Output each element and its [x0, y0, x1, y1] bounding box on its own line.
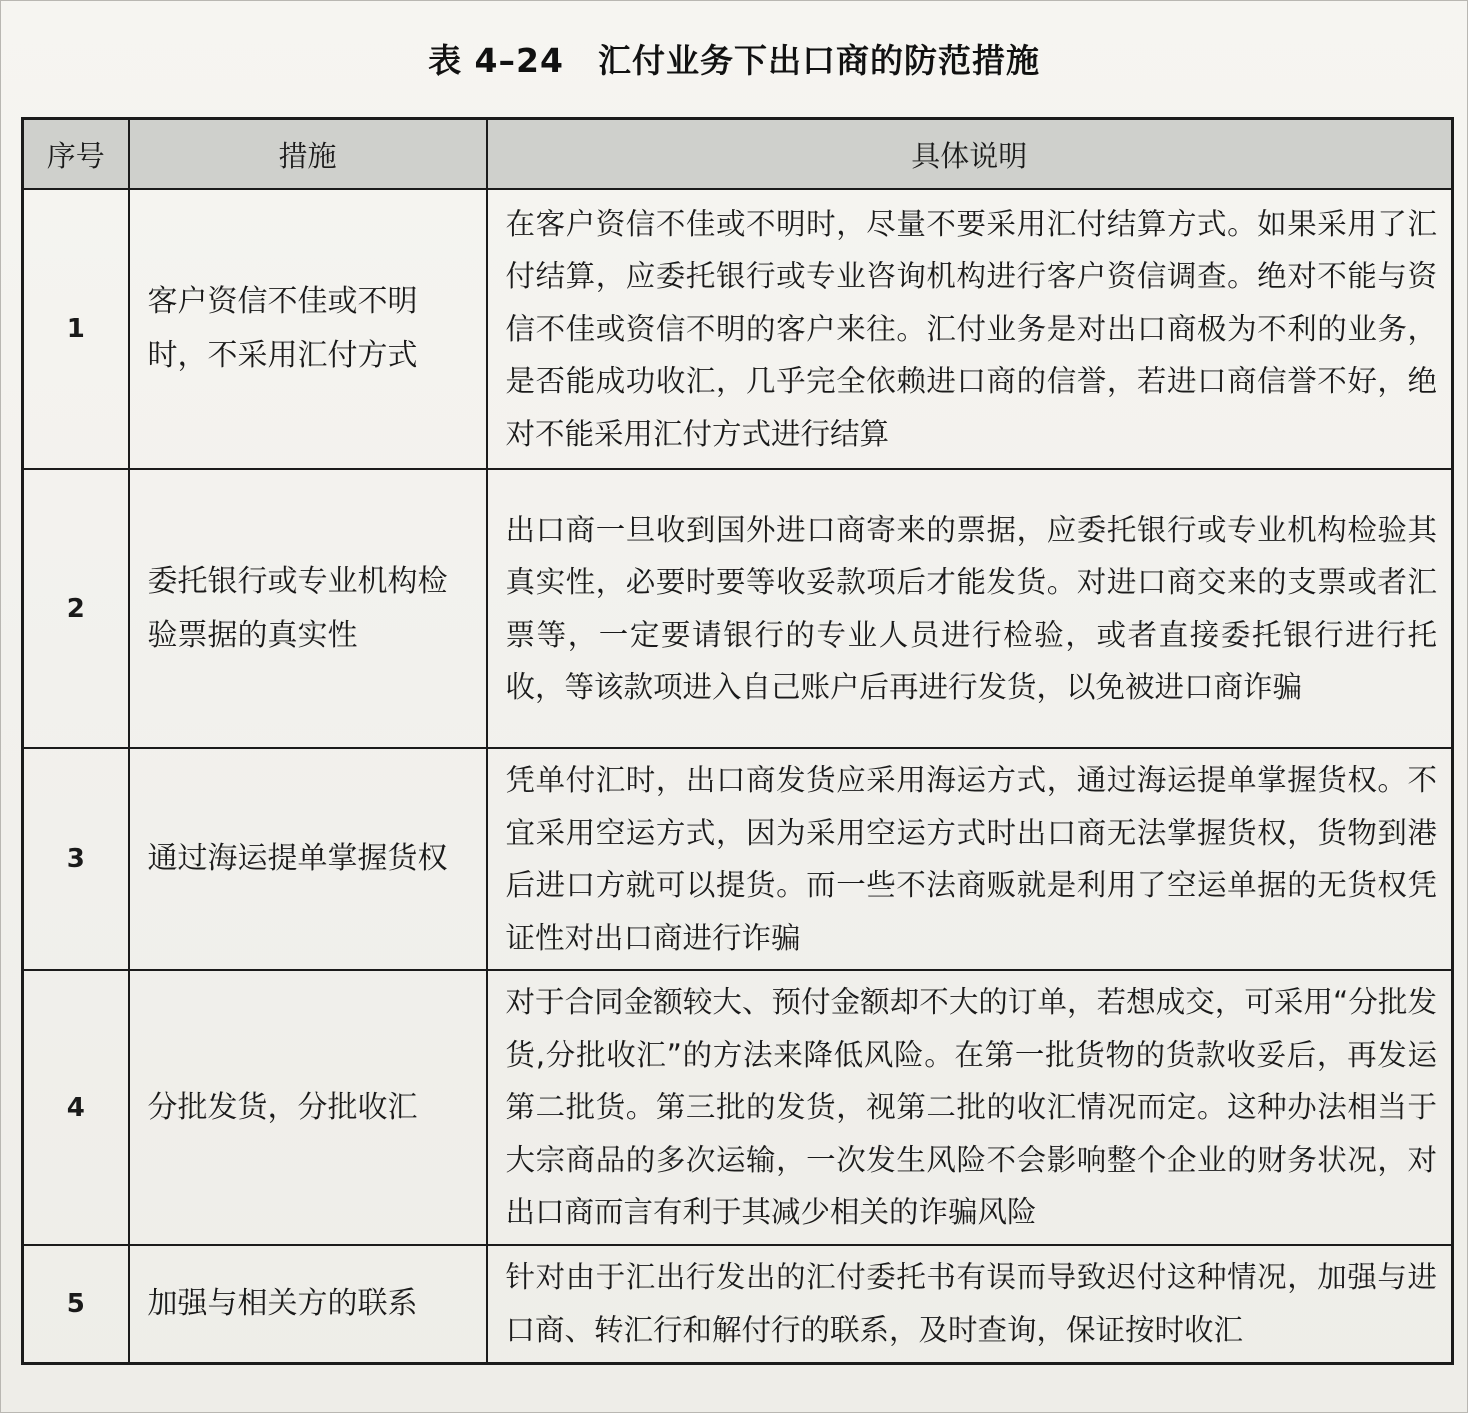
table-title [1, 35, 1467, 82]
row-number: 3 [23, 748, 129, 970]
measures-table [21, 117, 1454, 1365]
table-number: 表 4–24 [428, 41, 564, 80]
row-number: 1 [23, 189, 129, 469]
table-row [23, 189, 1453, 469]
table-title-text: 汇付业务下出口商的防范措施 [597, 41, 1040, 80]
header-no: 序号 [23, 119, 129, 190]
header-detail: 具体说明 [487, 119, 1453, 190]
row-detail: 凭单付汇时，出口商发货应采用海运方式，通过海运提单掌握货权。不宜采用空运方式，因为采用空运方式时出口商无法掌握货权，货物到港后进口方就可以提货。而一些不法商贩就是利用了空运单据的无货权凭证性对出口商进行诈骗 [487, 748, 1453, 970]
header-measure: 措施 [129, 119, 487, 190]
row-measure: 加强与相关方的联系 [129, 1245, 487, 1363]
row-measure: 通过海运提单掌握货权 [129, 748, 487, 970]
table-row [23, 1245, 1453, 1363]
row-detail: 出口商一旦收到国外进口商寄来的票据，应委托银行或专业机构检验其真实性，必要时要等收妥款项后才能发货。对进口商交来的支票或者汇票等，一定要请银行的专业人员进行检验，或者直接委托银行进行托收，等该款项进入自己账户后再进行发货，以免被进口商诈骗 [487, 469, 1453, 748]
row-detail: 针对由于汇出行发出的汇付委托书有误而导致迟付这种情况，加强与进口商、转汇行和解付行的联系，及时查询，保证按时收汇 [487, 1245, 1453, 1363]
row-measure: 委托银行或专业机构检验票据的真实性 [129, 469, 487, 748]
table-row [23, 748, 1453, 970]
row-detail: 对于合同金额较大、预付金额却不大的订单，若想成交，可采用“分批发货,分批收汇”的方法来降低风险。在第一批货物的货款收妥后，再发运第二批货。第三批的发货，视第二批的收汇情况而定。这种办法相当于大宗商品的多次运输，一次发生风险不会影响整个企业的财务状况，对出口商而言有利于其减少相关的诈骗风险 [487, 970, 1453, 1245]
table-row [23, 970, 1453, 1245]
table-row [23, 469, 1453, 748]
header-row [23, 119, 1453, 190]
row-number: 4 [23, 970, 129, 1245]
row-number: 2 [23, 469, 129, 748]
row-number: 5 [23, 1245, 129, 1363]
row-measure: 客户资信不佳或不明时，不采用汇付方式 [129, 189, 487, 469]
row-detail: 在客户资信不佳或不明时，尽量不要采用汇付结算方式。如果采用了汇付结算，应委托银行或专业咨询机构进行客户资信调查。绝对不能与资信不佳或资信不明的客户来往。汇付业务是对出口商极为不利的业务，是否能成功收汇，几乎完全依赖进口商的信誉，若进口商信誉不好，绝对不能采用汇付方式进行结算 [487, 189, 1453, 469]
row-measure: 分批发货，分批收汇 [129, 970, 487, 1245]
